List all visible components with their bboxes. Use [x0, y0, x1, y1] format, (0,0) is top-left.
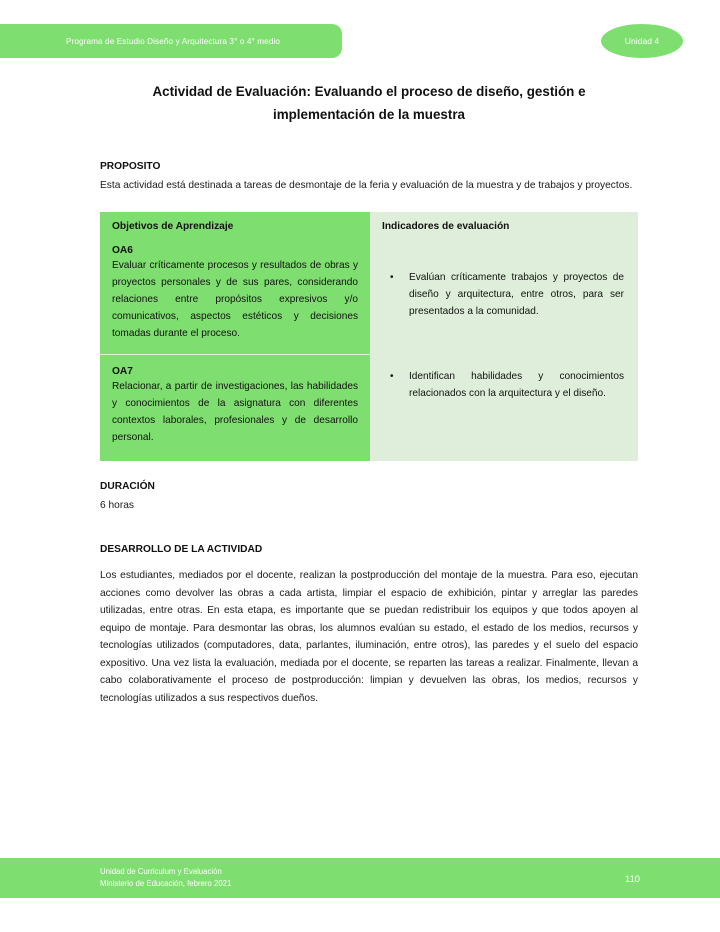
objectives-indicators-table [100, 212, 638, 460]
page-header [0, 24, 720, 58]
duracion-heading: DURACIÓN [100, 480, 155, 492]
program-header-band [0, 24, 342, 58]
bullet-icon: • [390, 371, 394, 383]
document-content [100, 80, 638, 707]
footer-line-2: Ministerio de Educación, febrero 2021 [100, 879, 232, 888]
oa6-text: Evaluar críticamente procesos y resultados de obras y proyectos personales y de sus pares, considerando relaciones entre propósitos expresivos y/o comunicativos, aspectos estéticos y decisiones tomadas durante el proceso. [112, 260, 358, 340]
section-proposito [100, 161, 638, 195]
section-desarrollo [100, 544, 638, 707]
table-cell-indicadores [370, 212, 638, 460]
bullet-icon: • [390, 272, 394, 284]
page-footer [0, 858, 720, 898]
table-cell-oa7 [100, 359, 370, 461]
indicator-text: Identifican habilidades y conocimientos relacionados con la arquitectura y el diseño. [409, 371, 624, 400]
program-title-text: Programa de Estudio Diseño y Arquitectura 3° o 4° medio [65, 36, 281, 46]
list-item [382, 369, 624, 403]
list-item [382, 270, 624, 321]
indicator-text: Evalúan críticamente trabajos y proyectos de diseño y arquitectura, entre otros, para ser presentados a la comunidad. [409, 272, 624, 318]
footer-credits [100, 866, 231, 890]
desarrollo-heading: DESARROLLO DE LA ACTIVIDAD [100, 544, 263, 556]
oa7-code: OA7 [112, 365, 133, 377]
proposito-text: Esta actividad está destinada a tareas de desmontaje de la feria y evaluación de la muestra y de trabajos y proyectos. [100, 179, 633, 191]
oa6-code: OA6 [112, 245, 133, 257]
duracion-value: 6 horas [100, 499, 134, 511]
proposito-heading: PROPOSITO [100, 160, 161, 172]
section-duracion [100, 481, 638, 515]
page-title: Actividad de Evaluación: Evaluando el proceso de diseño, gestión e implementación de la muestra [152, 84, 586, 123]
column-header-indicadores: Indicadores de evaluación [382, 221, 510, 233]
desarrollo-text: Los estudiantes, mediados por el docente, realizan la postproducción del montaje de la muestra. Para eso, ejecutan acciones como devolver las obras a cada artista, limpiar el espacio de exhibición, pintar y arreglar las paredes utilizadas, entre otras. En esta etapa, es importante que se puedan redistribuir los equipos y que todos apoyen al equipo de montaje. Para desmontar las obras, los alumnos evalúan su estado, el estado de los medios, recursos y tecnologías utilizados (computadores, data, parlantes, iluminación, entre otros), las paredes y el suelo del espacio expositivo. Una vez lista la evaluación, mediada por el docente, se reparten las tareas a realizar. Finalmente, llevan a cabo colaborativamente el proceso de postproducción: limpian y devuelven las obras, los medios, recursos y tecnologías utilizados a sus respectivos dueños. [100, 570, 638, 704]
oa7-text: Relacionar, a partir de investigaciones, las habilidades y conocimientos de la asignatura con diferentes contextos laborales, profesionales y de desarrollo personal. [112, 380, 358, 443]
indicators-list [382, 270, 624, 403]
unit-badge-label: Unidad 4 [624, 36, 660, 46]
page-number: 110 [625, 872, 640, 884]
footer-line-1: Unidad de Curriculum y Evaluación [100, 866, 222, 876]
unit-badge [601, 24, 683, 58]
table-header-row [100, 212, 638, 243]
column-header-objetivos: Objetivos de Aprendizaje [112, 221, 234, 233]
table-cell-oa-header [100, 212, 370, 243]
table-cell-oa6 [100, 243, 370, 354]
